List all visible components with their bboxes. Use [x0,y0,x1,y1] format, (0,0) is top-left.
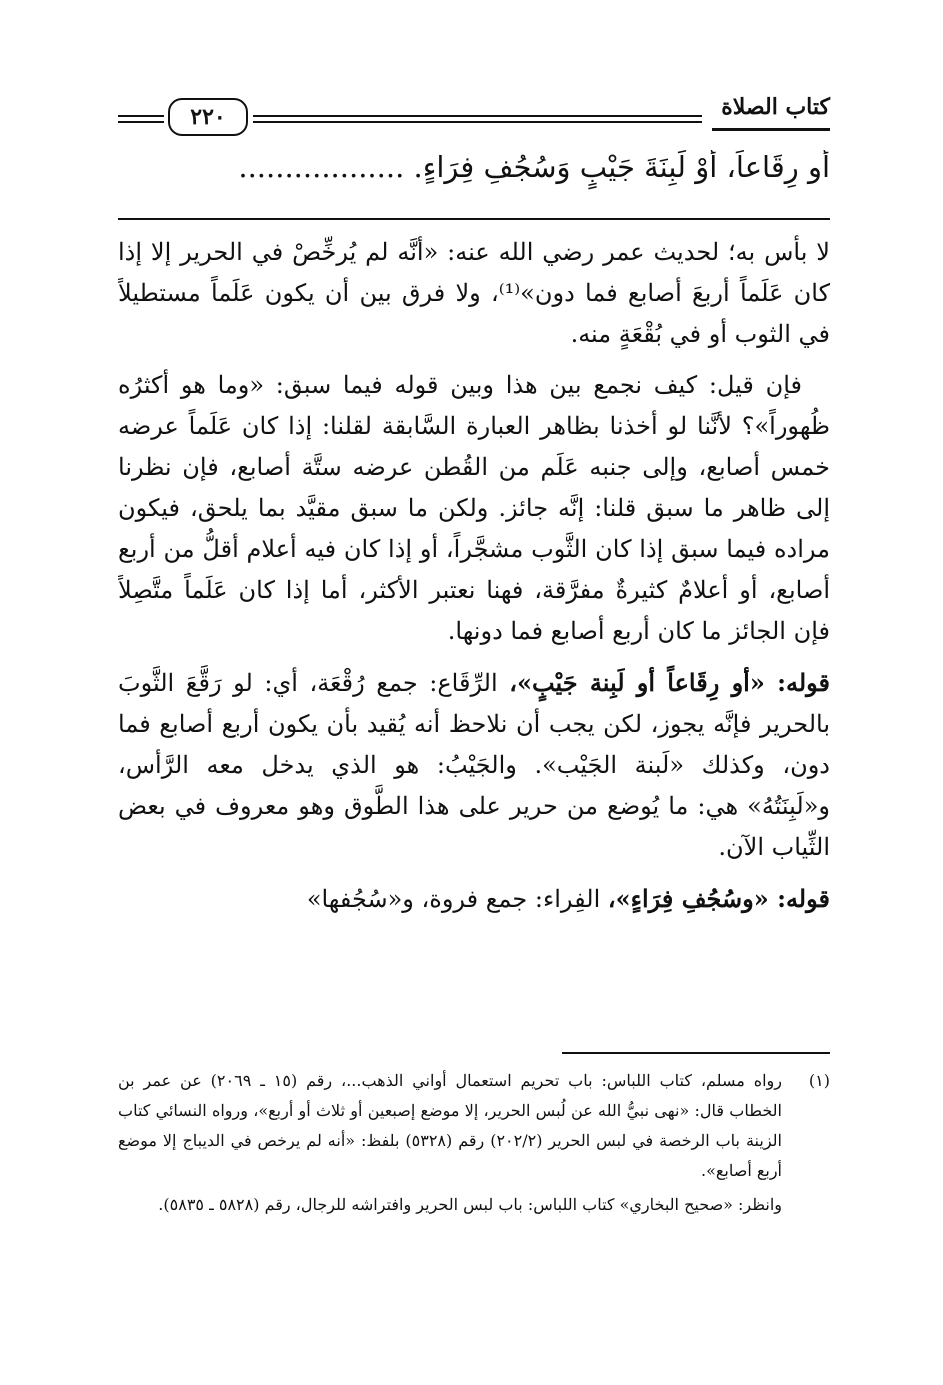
footnotes [118,1066,830,1296]
header-rule [253,121,702,123]
footnote-number: (١) [808,1071,830,1090]
footnote [118,1066,830,1186]
page-number: ٢٢٠ [168,98,248,136]
paragraph [118,878,830,920]
footnote-divider [562,1052,830,1054]
title-underline [712,128,830,131]
quoted-phrase: قوله: «أو رِقَاعاً أو لَبِنة جَيْبٍ»، [509,668,830,697]
page-header [118,88,830,138]
commentary-body [118,232,830,1034]
header-rule [118,115,164,117]
quoted-phrase: قوله: «وسُجُفِ فِرَاءٍ»، [607,884,830,913]
header-rule [253,115,702,117]
matn-divider [118,218,830,220]
matn-line: أو رِقَاعاً، أَوْ لَبِنَةَ جَيْبٍ وَسُجُفِ فِرَاءٍ. .................. [238,150,830,184]
paragraph-text: الرِّقَاع: جمع رُقْعَة، أي: لو رَقَّعَ الثَّوبَ بالحرير فإنَّه يجوز، لكن يجب أن نلاحظ أنه يُقيد بأن يكون أربع أصابع فما دون، وكذلك «لَبنة الجَيْب». والجَيْبُ: هو الذي يدخل معه الرَّأس، و«لَبِنَتُهُ» هي: ما يُوضع من حرير على هذا الطَّوق وهو معروف في بعض الثِّياب الآن. [118,669,830,861]
paragraph: لا بأس به؛ لحديث عمر رضي الله عنه: «أنَّه لم يُرخِّصْ في الحرير إلا إذا كان عَلَماً أربعَ أصابع فما دون»⁽¹⁾، ولا فرق بين أن يكون عَلَماً مستطيلاً في الثوب أو في بُقْعَةٍ منه. [118,238,830,348]
header-rule [118,121,164,123]
paragraph-text: الفِراء: جمع فروة، و«سُجُفها» [306,885,608,913]
paragraph [118,662,830,868]
book-title: كتاب الصلاة [721,94,830,120]
paragraph: فإن قيل: كيف نجمع بين هذا وبين قوله فيما سبق: «وما هو أكثرُه ظُهوراً»؟ لأنَّنا لو أخذنا بظاهر العبارة السَّابقة لقلنا: إذا كان عَلَماً عرضه خمس أصابع، وإلى جنبه عَلَم من القُطن عرضه ستَّة أصابع، فإن نظرنا إلى ظاهر ما سبق قلنا: إنَّه جائز. ولكن ما سبق مقيَّد بما يلحق، فيكون مراده فيما سبق إذا كان الثَّوب مشجَّراً، أو إذا كان فيه أعلام أقلُّ من أربع أصابع، أو أعلامٌ كثيرةٌ مفرَّقة، فهنا نعتبر الأكثر، أما إذا كان عَلَماً متَّصِلاً فإن الجائز ما كان أربع أصابع فما دونها. [118,371,830,645]
footnote-text: وانظر: «صحيح البخاري» كتاب اللباس: باب لبس الحرير وافتراشه للرجال، رقم (٥٨٢٨ ـ ٥٨٣٥). [158,1195,782,1214]
footnote-text: رواه مسلم، كتاب اللباس: باب تحريم استعمال أواني الذهب...، رقم (١٥ ـ ٢٠٦٩) عن عمر بن الخطاب قال: «نهى نبيُّ الله عن لُبس الحرير، إلا موضع إصبعين أو ثلاث أو أربع»، ورواه النسائي كتاب الزينة باب الرخصة في لبس الحرير (٢٠٢/٢) رقم (٥٣٢٨) بلفظ: «أنه لم يرخص في الديباج إلا موضع أربع أصابع». [118,1071,783,1180]
